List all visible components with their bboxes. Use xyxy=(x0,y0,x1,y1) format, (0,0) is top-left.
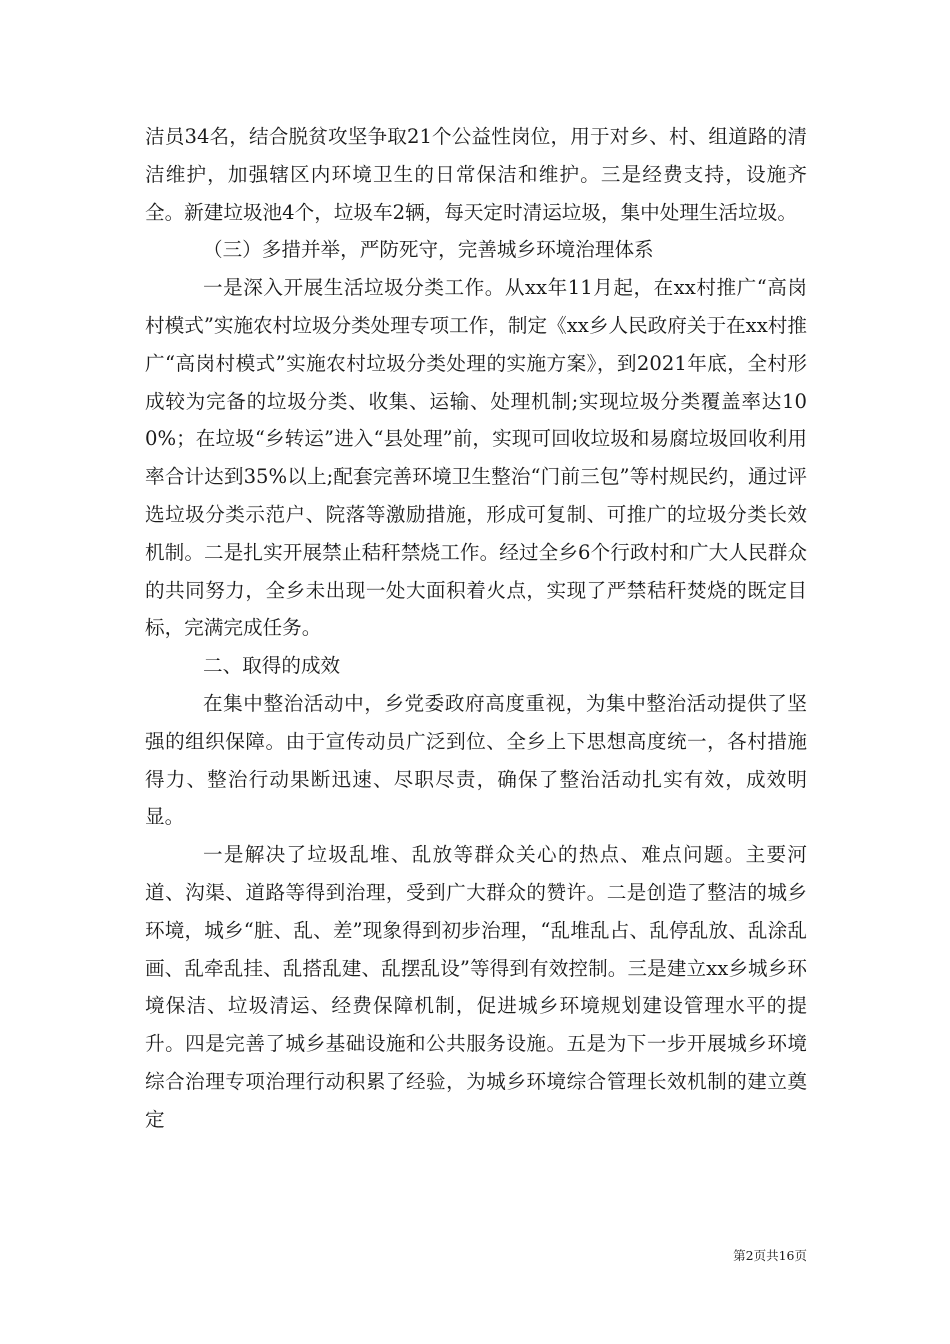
paragraph-waste-sorting: 一是深入开展生活垃圾分类工作。从xx年11月起，在xx村推广“高岗村模式”实施农村垃圾分类处理专项工作，制定《xx乡人民政府关于在xx村推广“高岗村模式”实施农村垃圾分类处理的实施方案》，到2021年底，全村形成较为完备的垃圾分类、收集、运输、处理机制;实现垃圾分类覆盖率达100%；在垃圾“乡转运”进入“县处理”前，实现可回收垃圾和易腐垃圾回收利用率合计达到35%以上;配套完善环境卫生整治“门前三包”等村规民约，通过评选垃圾分类示范户、院落等激励措施，形成可复制、可推广的垃圾分类长效机制。二是扎实开展禁止秸秆禁烧工作。经过全乡6个行政村和广大人民群众的共同努力，全乡未出现一处大面积着火点，实现了严禁秸秆焚烧的既定目标，完满完成任务。 xyxy=(145,276,807,640)
page-number-footer: 第2页共16页 xyxy=(733,1248,807,1263)
paragraph-continuation: 洁员34名，结合脱贫攻坚争取21个公益性岗位，用于对乡、村、组道路的清洁维护，加强辖区内环境卫生的日常保洁和维护。三是经费支持，设施齐全。新建垃圾池4个，垃圾车2辆，每天定时清运垃圾，集中处理生活垃圾。 xyxy=(145,125,807,224)
document-body xyxy=(145,118,807,1139)
section-heading-achievements: 二、取得的成效 xyxy=(203,654,341,678)
section-heading-three: （三）多措并举，严防死守，完善城乡环境治理体系 xyxy=(203,238,654,262)
paragraph-results: 一是解决了垃圾乱堆、乱放等群众关心的热点、难点问题。主要河道、沟渠、道路等得到治理，受到广大群众的赞许。二是创造了整洁的城乡环境，城乡“脏、乱、差”现象得到初步治理，“乱堆乱占、乱停乱放、乱涂乱画、乱牵乱挂、乱搭乱建、乱摆乱设”等得到有效控制。三是建立xx乡城乡环境保洁、垃圾清运、经费保障机制，促进城乡环境规划建设管理水平的提升。四是完善了城乡基础设施和公共服务设施。五是为下一步开展城乡环境综合治理专项治理行动积累了经验，为城乡环境综合管理长效机制的建立奠定 xyxy=(145,843,807,1131)
paragraph-campaign-summary: 在集中整治活动中，乡党委政府高度重视，为集中整治活动提供了坚强的组织保障。由于宣传动员广泛到位、全乡上下思想高度统一，各村措施得力、整治行动果断迅速、尽职尽责，确保了整治活动扎实有效，成效明显。 xyxy=(145,691,807,829)
